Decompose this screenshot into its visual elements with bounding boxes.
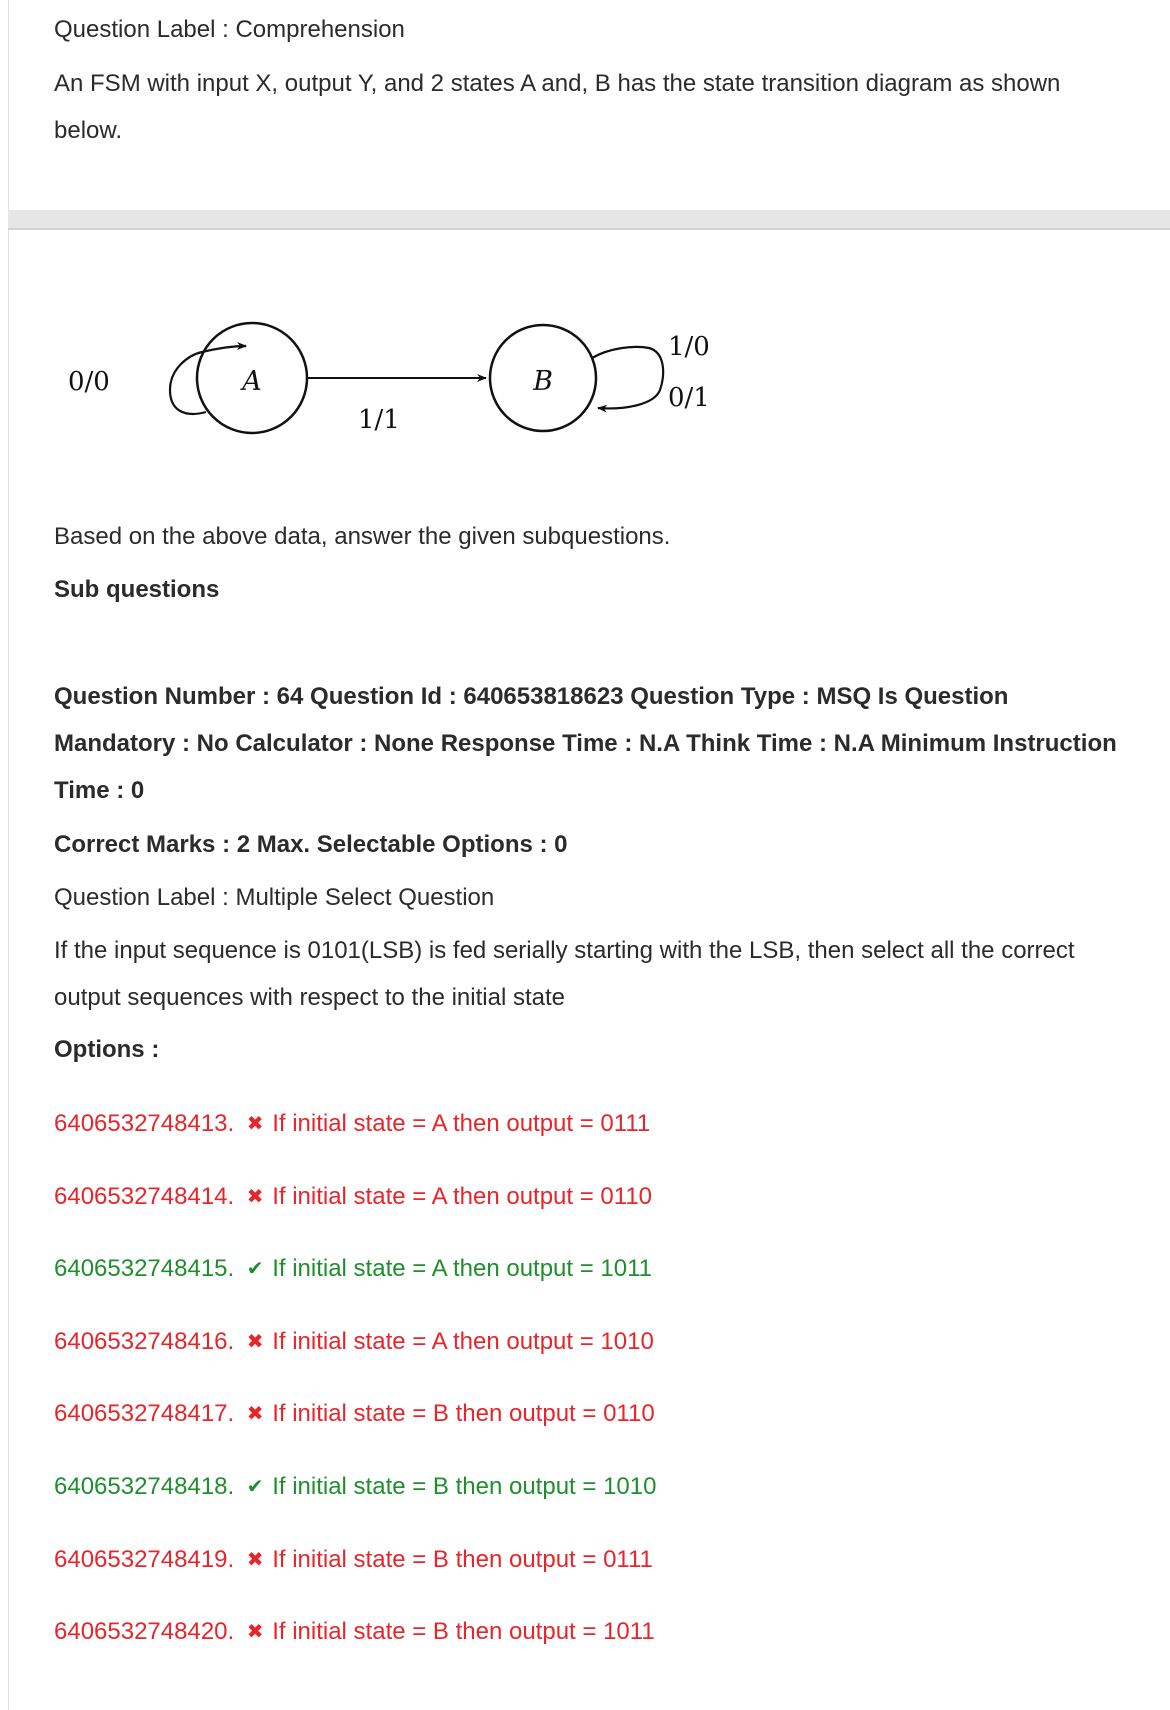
option-row bbox=[54, 1616, 655, 1648]
option-id: 6406532748417. bbox=[54, 1400, 235, 1427]
question-meta-line-2: Mandatory : No Calculator : None Response Time : N.A Think Time : N.A Minimum Instruction bbox=[54, 730, 1117, 757]
question-meta-line-1: Question Number : 64 Question Id : 640653818623 Question Type : MSQ Is Question bbox=[54, 683, 1009, 710]
check-icon: ✔ bbox=[246, 1258, 264, 1280]
option-id: 6406532748415. bbox=[54, 1255, 235, 1282]
option-text: If initial state = A then output = 0110 bbox=[272, 1183, 653, 1210]
options-heading: Options : bbox=[54, 1036, 160, 1063]
intro-text-line-2: below. bbox=[54, 117, 123, 144]
option-id: 6406532748420. bbox=[54, 1618, 235, 1645]
option-id: 6406532748419. bbox=[54, 1546, 235, 1573]
option-id: 6406532748418. bbox=[54, 1473, 235, 1500]
option-text: If initial state = B then output = 1011 bbox=[272, 1618, 655, 1645]
option-text: If initial state = A then output = 1011 bbox=[272, 1255, 653, 1282]
option-text: If initial state = A then output = 0111 bbox=[272, 1110, 651, 1137]
state-a-label: A bbox=[242, 366, 262, 397]
option-row bbox=[54, 1398, 655, 1430]
option-text: If initial state = B then output = 0111 bbox=[272, 1546, 653, 1573]
question-label: Question Label : Multiple Select Question bbox=[54, 884, 495, 911]
fsm-state-diagram bbox=[54, 310, 754, 460]
option-id: 6406532748414. bbox=[54, 1183, 235, 1210]
transition-a-to-b-label: 1/1 bbox=[358, 405, 400, 435]
self-loop-b-arrow bbox=[592, 347, 663, 409]
option-text: If initial state = B then output = 0110 bbox=[272, 1400, 655, 1427]
option-row bbox=[54, 1181, 652, 1213]
option-row bbox=[54, 1471, 656, 1503]
based-on-text: Based on the above data, answer the given subquestions. bbox=[54, 523, 671, 550]
option-row bbox=[54, 1544, 653, 1576]
self-loop-b-top-label: 1/0 bbox=[668, 332, 710, 362]
state-b-label: B bbox=[533, 366, 553, 397]
cross-icon: ✖ bbox=[246, 1113, 264, 1135]
option-id: 6406532748413. bbox=[54, 1110, 235, 1137]
option-row bbox=[54, 1326, 654, 1358]
question-meta-line-3: Time : 0 bbox=[54, 777, 145, 804]
question-text-line-1: If the input sequence is 0101(LSB) is fed serially starting with the LSB, then select all the correct bbox=[54, 937, 1075, 964]
option-text: If initial state = B then output = 1010 bbox=[272, 1473, 657, 1500]
cross-icon: ✖ bbox=[246, 1549, 264, 1571]
sub-questions-heading: Sub questions bbox=[54, 576, 220, 603]
self-loop-a-label: 0/0 bbox=[68, 367, 110, 397]
cross-icon: ✖ bbox=[246, 1186, 264, 1208]
option-row bbox=[54, 1108, 650, 1140]
option-text: If initial state = A then output = 1010 bbox=[272, 1328, 654, 1355]
question-text-line-2: output sequences with respect to the initial state bbox=[54, 984, 565, 1011]
intro-text-line-1: An FSM with input X, output Y, and 2 states A and, B has the state transition diagram as shown bbox=[54, 70, 1061, 97]
comprehension-label: Question Label : Comprehension bbox=[54, 16, 405, 43]
check-icon: ✔ bbox=[246, 1476, 264, 1498]
cross-icon: ✖ bbox=[246, 1331, 264, 1353]
option-id: 6406532748416. bbox=[54, 1328, 235, 1355]
marks-text: Correct Marks : 2 Max. Selectable Options : 0 bbox=[54, 831, 568, 858]
self-loop-b-bottom-label: 0/1 bbox=[668, 383, 710, 413]
section-divider bbox=[8, 210, 1170, 230]
cross-icon: ✖ bbox=[246, 1621, 264, 1643]
option-row bbox=[54, 1253, 652, 1285]
cross-icon: ✖ bbox=[246, 1403, 264, 1425]
